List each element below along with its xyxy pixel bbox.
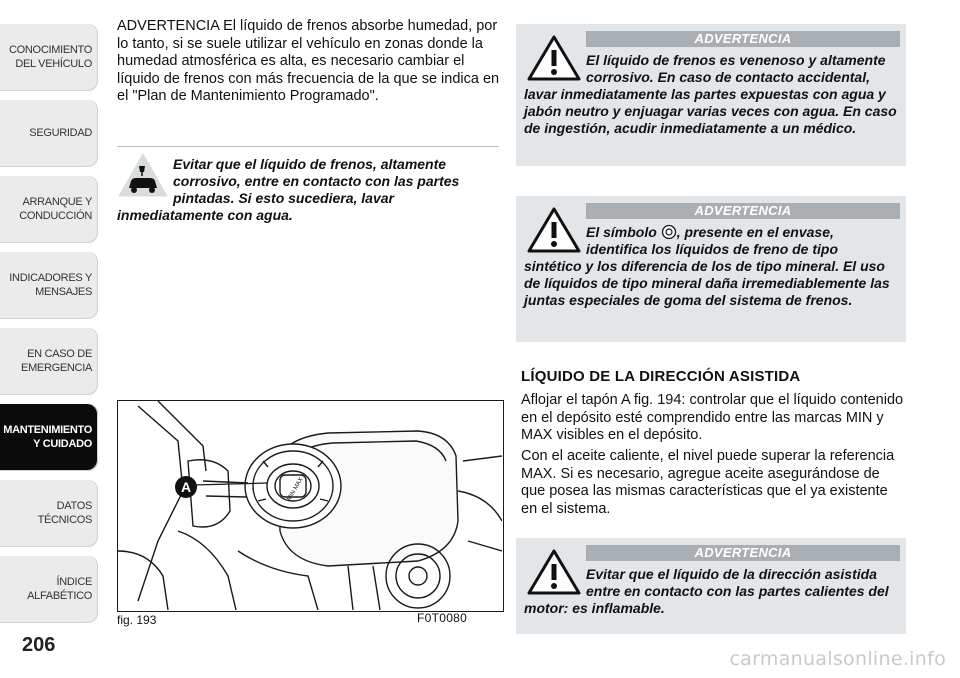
tab-label-line1: ÍNDICE ALFABÉTICO: [27, 576, 92, 602]
warning-title: ADVERTENCIA: [586, 203, 900, 219]
tab-indicadores-y-mensajes[interactable]: [0, 252, 98, 318]
paint-note: [117, 152, 502, 224]
tab-label-line2: DEL VEHÍCULO: [15, 58, 92, 70]
warning-text: Evitar que el líquido de la dirección asistida entre en contacto con las partes calientes del motor: es inflamable.: [524, 566, 889, 616]
figure-brake-reservoir: [117, 400, 504, 612]
tab-label-line1: SEGURIDAD: [29, 127, 92, 139]
advertencia-paragraph: ADVERTENCIA El líquido de frenos absorbe humedad, por lo tanto, si se suele utilizar el vehículo en zonas donde la humedad atmosférica es alta, es necesario cambiar el líquido de frenos con más frecuencia de la que se indica en el "Plan de Mantenimiento Programado".: [117, 18, 500, 104]
tab-label-line2: CONDUCCIÓN: [19, 210, 92, 222]
tab-datos-tecnicos[interactable]: [0, 480, 98, 546]
steering-paragraph-2: Con el aceite caliente, el nivel puede superar la referencia MAX. Si es necesario, agregue aceite asegurándose de que posea las mismas características que el ya existente en el sistema.: [521, 448, 895, 517]
warning-box-2: [516, 196, 906, 342]
figure-caption: fig. 193: [117, 613, 157, 627]
tab-seguridad[interactable]: [0, 100, 98, 166]
tab-label-line1: CONOCIMIENTO: [9, 44, 92, 56]
brake-reservoir-illustration: [118, 401, 502, 610]
tab-indice-alfabetico[interactable]: [0, 556, 98, 622]
tab-label-line1: EN CASO DE: [27, 348, 92, 360]
tab-arranque-y-conduccion[interactable]: [0, 176, 98, 242]
section-heading: LÍQUIDO DE LA DIRECCIÓN ASISTIDA: [521, 368, 801, 385]
warning-title: ADVERTENCIA: [586, 31, 900, 47]
tab-label-line2: Y CUIDADO: [33, 438, 92, 450]
tab-mantenimiento-y-cuidado[interactable]: [0, 404, 98, 470]
brake-fluid-symbol-icon: [661, 224, 677, 240]
tab-conocimiento-del-vehiculo[interactable]: [0, 24, 98, 90]
warning-box-1: [516, 24, 906, 166]
warning-title: ADVERTENCIA: [586, 545, 900, 561]
page-number: 206: [22, 634, 56, 656]
warning-text: El líquido de frenos es venenoso y altamente corrosivo. En caso de contacto accidental, lavar inmediatamente las partes expuestas con agua y jabón neutro y enjuagar varias veces con agua. En caso de ingestión, acudir inmediatamente a un médico.: [524, 52, 897, 136]
warning-text: El símbolo , presente en el envase, identifica los líquidos de freno de tipo sintético y los diferencia de los de tipo mineral. El uso de líquidos de tipo mineral daña irremediablemente las juntas especiales de goma del sistema de frenos.: [524, 224, 890, 308]
warning-box-3: [516, 538, 906, 634]
tab-en-caso-de-emergencia[interactable]: [0, 328, 98, 394]
figure-code: F0T0080: [417, 611, 468, 625]
tab-label-line2: EMERGENCIA: [21, 362, 92, 374]
paint-note-text: Evitar que el líquido de frenos, altamente corrosivo, entre en contacto con las partes pintadas. Si esto sucediera, lavar inmediatamente con agua.: [117, 156, 460, 223]
tab-label-line1: DATOS TÉCNICOS: [37, 500, 92, 526]
tab-label-line2: MENSAJES: [35, 286, 92, 298]
steering-paragraph-1: Aflojar el tapón A fig. 194: controlar que el líquido contenido en el depósito esté comprendido entre las marcas MIN y MAX visibles en el depósito.: [521, 392, 904, 443]
callout-label: A: [180, 479, 192, 495]
tab-label-line1: ARRANQUE Y: [22, 196, 92, 208]
tab-label-line1: MANTENIMIENTO: [3, 424, 92, 436]
tab-label-line1: INDICADORES Y: [9, 272, 92, 284]
watermark: carmanualsonline.info: [729, 648, 946, 670]
car-paint-icon: [117, 152, 169, 198]
cap-level-label: MIN MAX: [286, 476, 305, 502]
section-divider: [117, 146, 499, 147]
